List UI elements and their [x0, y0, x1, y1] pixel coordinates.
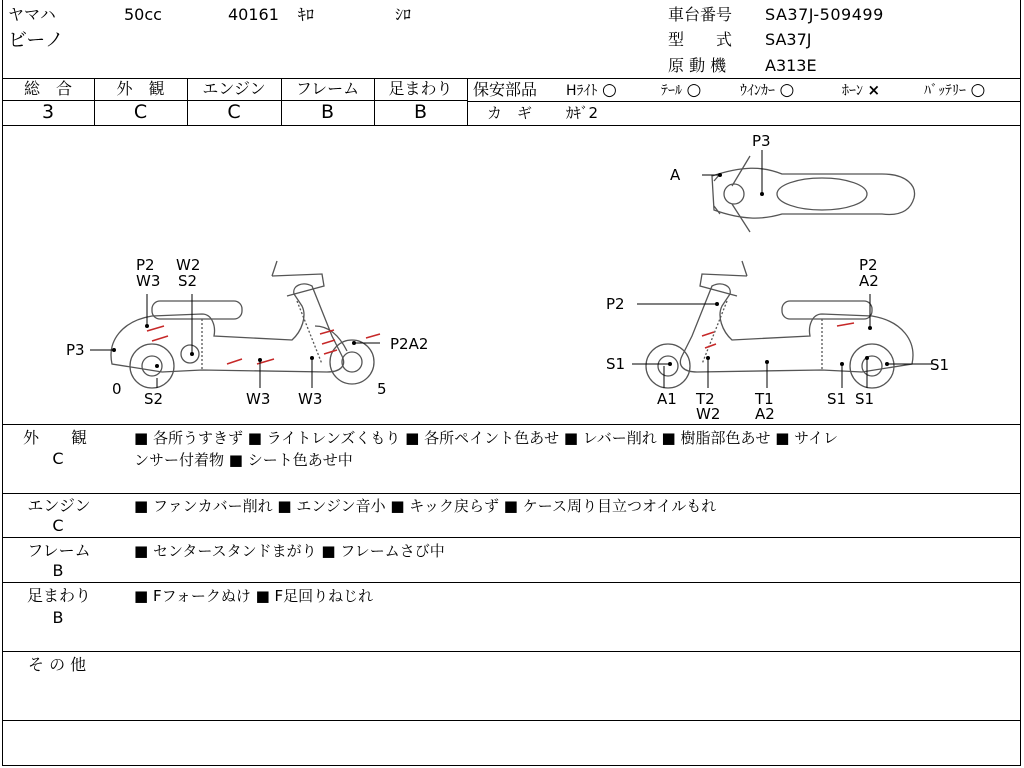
- key-label: カ ギ: [487, 104, 533, 122]
- note-text-exterior-2: ンサー付着物 ■ シート色あせ中: [134, 451, 353, 469]
- diag-label: 5: [377, 380, 387, 398]
- key-value: ｶｷﾞ2: [566, 104, 599, 122]
- diag-label: W3: [298, 390, 323, 408]
- diag-label: S2: [178, 272, 198, 290]
- note-text-engine: ■ ファンカバー削れ ■ エンジン音小 ■ キック戻らず ■ ケース周り目立つオイルもれ: [134, 497, 717, 515]
- maker: ヤマハ: [8, 5, 56, 24]
- note-title-engine: エンジン: [27, 496, 91, 515]
- engine-grade: C: [227, 101, 241, 123]
- diagram-labels: [66, 132, 949, 423]
- note-grade-engine: C: [52, 516, 64, 535]
- scooter-top-view: [712, 156, 915, 232]
- safety-item-headlight: Hﾗｲﾄ ○: [566, 80, 617, 100]
- diag-label: A2: [859, 272, 879, 290]
- diag-label: S1: [827, 390, 847, 408]
- frame-no-label: 車台番号: [668, 5, 733, 24]
- diag-label: W3: [246, 390, 271, 408]
- diag-label: P2: [136, 256, 155, 274]
- diag-label: 0: [112, 380, 122, 398]
- diag-label: P2: [859, 256, 878, 274]
- note-grade-exterior: C: [52, 449, 64, 468]
- diag-label: S1: [606, 355, 626, 373]
- type-label: 型 式: [668, 30, 733, 49]
- frame-no: SA37J-509499: [765, 5, 884, 24]
- note-title-exterior: 外 観: [22, 428, 87, 447]
- exterior-grade: C: [133, 101, 148, 123]
- leader-dots: [112, 173, 889, 368]
- diag-label: A1: [657, 390, 677, 408]
- note-grade-frame: B: [52, 561, 64, 580]
- diag-label: W2: [176, 256, 201, 274]
- note-text-frame: ■ センタースタンドまがり ■ フレームさび中: [134, 542, 445, 560]
- suspension-grade: B: [413, 101, 428, 123]
- diag-label: W3: [136, 272, 161, 290]
- mileage: 40161: [228, 5, 279, 24]
- note-text-exterior: ■ 各所うすきず ■ ライトレンズくもり ■ 各所ペイント色あせ ■ レバー削れ ■ 樹脂部色あせ ■ サイレ: [134, 429, 839, 447]
- note-grade-suspension: B: [52, 608, 64, 627]
- diag-label: A2: [755, 405, 775, 423]
- diag-label: T2: [696, 390, 715, 408]
- diag-label: P3: [752, 132, 771, 150]
- note-title-suspension: 足まわり: [26, 586, 91, 605]
- overall-label: 総 合: [23, 79, 72, 98]
- diag-label: W2: [696, 405, 721, 423]
- frame-grade-label: フレーム: [295, 79, 360, 98]
- diag-label: T1: [755, 390, 774, 408]
- engine-label: 原 動 機: [668, 56, 727, 75]
- frame-grade: B: [320, 101, 335, 123]
- suspension-grade-label: 足まわり: [388, 79, 453, 98]
- note-text-suspension: ■ Fフォークぬけ ■ F足回りねじれ: [134, 587, 374, 605]
- note-title-other: そ の 他: [28, 655, 87, 674]
- diag-label: S1: [930, 356, 950, 374]
- diag-label: S2: [144, 390, 164, 408]
- safety-item-battery: ﾊﾞｯﾃﾘｰ ○: [924, 80, 986, 100]
- engine-value: A313E: [765, 56, 817, 75]
- damage-diagram: [2, 126, 1021, 424]
- safety-item-horn: ﾎｰﾝ ×: [842, 81, 881, 99]
- safety-item-winker: ｳｲﾝｶｰ ○: [740, 80, 795, 100]
- model-name: ビーノ: [8, 29, 64, 51]
- color: ｼﾛ: [395, 5, 412, 24]
- diag-label: P3: [66, 341, 85, 359]
- diag-label: P2A2: [390, 335, 429, 353]
- mileage-unit: ｷﾛ: [298, 5, 315, 24]
- leader-lines: [90, 150, 934, 388]
- note-title-frame: フレーム: [27, 541, 91, 560]
- safety-label: 保安部品: [473, 80, 538, 99]
- diag-label: A: [670, 166, 681, 184]
- type-value: SA37J: [765, 30, 812, 49]
- diag-label: S1: [855, 390, 875, 408]
- safety-item-tail: ﾃｰﾙ ○: [661, 80, 702, 100]
- overall-grade: 3: [41, 101, 55, 123]
- engine-grade-label: エンジン: [202, 79, 266, 98]
- diag-label: P2: [606, 295, 625, 313]
- exterior-label: 外 観: [116, 79, 165, 98]
- displacement: 50cc: [124, 5, 162, 24]
